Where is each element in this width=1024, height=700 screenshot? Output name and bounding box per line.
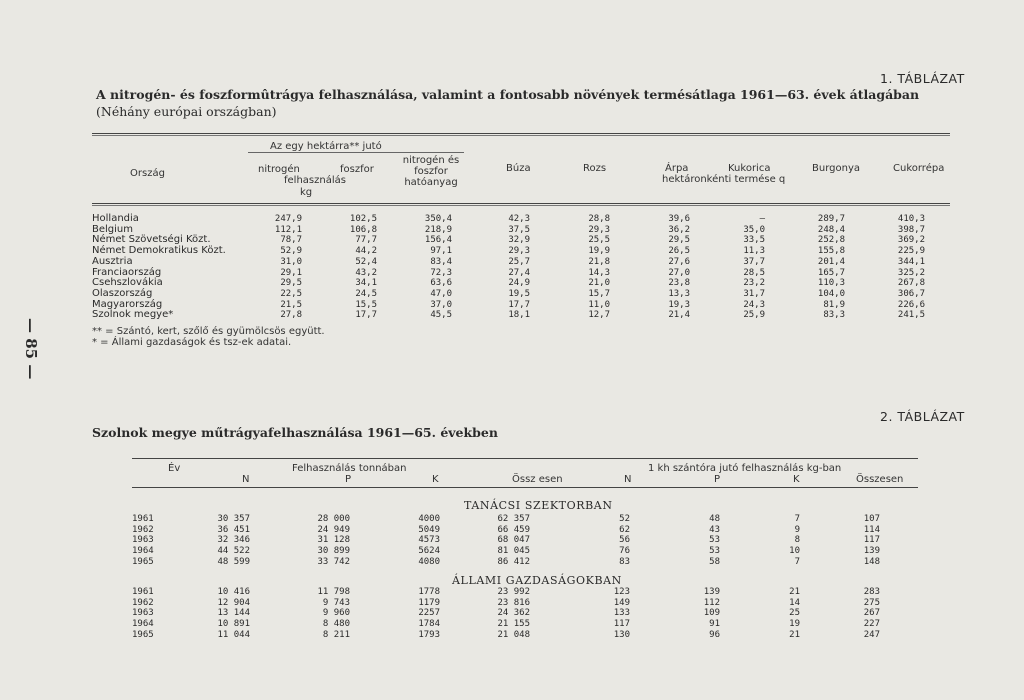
value-cell: 23,2 <box>743 278 765 289</box>
value-cell: 11 798 <box>317 587 350 597</box>
value-cell: 369,2 <box>897 235 925 246</box>
value-cell: 43 <box>709 524 720 535</box>
value-cell: 52,4 <box>355 256 377 267</box>
value-cell: 398,7 <box>897 224 925 235</box>
year-cell: 1963 <box>132 608 154 619</box>
value-cell: 83 <box>619 556 630 567</box>
header-nitrogen: nitrogén <box>258 164 300 175</box>
value-cell: 22,5 <box>280 288 302 299</box>
value-cell: 44 522 <box>217 546 250 557</box>
value-cell: 9 743 <box>322 597 350 608</box>
value-cell: 78,7 <box>280 235 302 246</box>
value-cell: 267,8 <box>897 278 925 289</box>
value-cell: — <box>759 214 765 224</box>
value-cell: 62 357 <box>497 514 530 524</box>
value-cell: 62 <box>619 524 630 535</box>
table1-top-rule-2 <box>92 135 950 136</box>
country-cell: Magyarország <box>92 298 163 310</box>
table-row <box>92 246 935 257</box>
value-cell: 83,3 <box>823 310 845 321</box>
value-cell: 11,3 <box>743 246 765 257</box>
value-cell: 306,7 <box>897 288 925 299</box>
value-cell: 201,4 <box>817 256 845 267</box>
value-cell: 58 <box>709 556 720 567</box>
year-cell: 1964 <box>132 619 154 630</box>
value-cell: 12,7 <box>588 310 610 321</box>
value-cell: 48 <box>709 514 720 524</box>
table2-label: 2. TÁBLÁZAT <box>880 409 965 424</box>
value-cell: 37,0 <box>430 299 452 310</box>
value-cell: 96 <box>709 629 720 640</box>
header-usage: felhasználás <box>284 175 346 186</box>
t2-header-p: P <box>345 474 352 485</box>
value-cell: 247 <box>863 629 880 640</box>
footnote-1: ** = Szántó, kert, szőlő és gyümölcsös együtt. <box>92 326 325 337</box>
value-cell: 18,1 <box>508 310 530 321</box>
year-cell: 1963 <box>132 535 154 546</box>
value-cell: 15,7 <box>588 288 610 299</box>
value-cell: 29,5 <box>280 278 302 289</box>
header-barley: Árpa <box>665 163 689 174</box>
value-cell: 36 451 <box>217 524 250 535</box>
table-row <box>132 546 902 557</box>
header-rye: Rozs <box>583 163 607 174</box>
value-cell: 21 048 <box>497 629 530 640</box>
value-cell: 81,9 <box>823 299 845 310</box>
t2-header-k2: K <box>793 474 800 485</box>
table2-section2-body <box>132 587 902 641</box>
table2-top-rule <box>132 458 918 459</box>
value-cell: 102,5 <box>349 214 377 224</box>
value-cell: 19,3 <box>668 299 690 310</box>
value-cell: 106,8 <box>349 224 377 235</box>
value-cell: 35,0 <box>743 224 765 235</box>
value-cell: 26,5 <box>668 246 690 257</box>
table-row <box>92 268 935 279</box>
table1-label: 1. TÁBLÁZAT <box>880 71 965 86</box>
value-cell: 66 459 <box>497 524 530 535</box>
country-cell: Hollandia <box>92 213 139 224</box>
value-cell: 14 <box>789 597 800 608</box>
country-cell: Olaszország <box>92 287 153 299</box>
value-cell: 10 <box>789 546 800 557</box>
value-cell: 156,4 <box>424 235 452 246</box>
value-cell: 29,1 <box>280 267 302 278</box>
table-row <box>92 257 935 268</box>
value-cell: 48 599 <box>217 556 250 567</box>
value-cell: 252,8 <box>817 235 845 246</box>
header-potato: Burgonya <box>812 163 860 174</box>
value-cell: 27,6 <box>668 256 690 267</box>
t2-header-total2: Összesen <box>856 474 904 485</box>
value-cell: 21,5 <box>280 299 302 310</box>
table2-header-rule <box>132 487 918 488</box>
year-cell: 1962 <box>132 597 154 608</box>
value-cell: 29,3 <box>508 246 530 257</box>
table-row <box>132 535 902 546</box>
table1-body <box>92 214 935 321</box>
value-cell: 21 155 <box>497 619 530 630</box>
value-cell: 165,7 <box>817 267 845 278</box>
value-cell: 148 <box>863 556 880 567</box>
value-cell: 23,8 <box>668 278 690 289</box>
value-cell: 2257 <box>418 608 440 619</box>
value-cell: 27,8 <box>280 310 302 321</box>
value-cell: 110,3 <box>817 278 845 289</box>
table-row <box>92 289 935 300</box>
header-combined: nitrogén és foszfor hatóanyag <box>402 155 460 188</box>
value-cell: 53 <box>709 535 720 546</box>
value-cell: 7 <box>794 514 800 524</box>
value-cell: 149 <box>613 597 630 608</box>
value-cell: 4573 <box>418 535 440 546</box>
value-cell: 8 480 <box>322 619 350 630</box>
header-maize: Kukorica <box>728 163 771 174</box>
t2-header-total: Össz esen <box>512 474 563 485</box>
value-cell: 13 144 <box>217 608 250 619</box>
value-cell: 32 346 <box>217 535 250 546</box>
value-cell: 28 000 <box>317 514 350 524</box>
value-cell: 17,7 <box>355 310 377 321</box>
value-cell: 123 <box>613 587 630 597</box>
year-cell: 1962 <box>132 524 154 535</box>
value-cell: 30 357 <box>217 514 250 524</box>
value-cell: 410,3 <box>897 214 925 224</box>
table-row <box>92 300 935 311</box>
value-cell: 350,4 <box>424 214 452 224</box>
year-cell: 1961 <box>132 587 154 597</box>
t2-header-group2: 1 kh szántóra jutó felhasználás kg-ban <box>648 463 842 474</box>
table-row <box>132 557 902 568</box>
value-cell: 283 <box>863 587 880 597</box>
value-cell: 227 <box>863 619 880 630</box>
value-cell: 1179 <box>418 597 440 608</box>
value-cell: 241,5 <box>897 310 925 321</box>
value-cell: 15,5 <box>355 299 377 310</box>
country-cell: Csehszlovákia <box>92 277 163 289</box>
page-number: — 85 — <box>22 318 40 380</box>
value-cell: 9 <box>794 524 800 535</box>
value-cell: 218,9 <box>424 224 452 235</box>
value-cell: 17,7 <box>508 299 530 310</box>
value-cell: 112 <box>703 597 720 608</box>
value-cell: 11 044 <box>217 629 250 640</box>
value-cell: 10 416 <box>217 587 250 597</box>
value-cell: 19,9 <box>588 246 610 257</box>
value-cell: 325,2 <box>897 267 925 278</box>
value-cell: 226,6 <box>897 299 925 310</box>
value-cell: 1793 <box>418 629 440 640</box>
country-cell: Ausztria <box>92 255 133 267</box>
value-cell: 27,4 <box>508 267 530 278</box>
value-cell: 37,5 <box>508 224 530 235</box>
value-cell: 77,7 <box>355 235 377 246</box>
header-group-rule <box>248 152 464 153</box>
value-cell: 248,4 <box>817 224 845 235</box>
header-sugarbeet: Cukorrépa <box>893 163 945 174</box>
value-cell: 24 949 <box>317 524 350 535</box>
value-cell: 34,1 <box>355 278 377 289</box>
footnote-2: * = Állami gazdaságok és tsz-ek adatai. <box>92 337 292 348</box>
value-cell: 31,7 <box>743 288 765 299</box>
table-row <box>132 598 902 609</box>
value-cell: 5624 <box>418 546 440 557</box>
value-cell: 52,9 <box>280 246 302 257</box>
table-row <box>132 514 902 525</box>
value-cell: 21,8 <box>588 256 610 267</box>
value-cell: 25,7 <box>508 256 530 267</box>
value-cell: 247,9 <box>274 214 302 224</box>
country-cell: Német Szövetségi Közt. <box>92 234 211 246</box>
table1-header-rule <box>92 203 950 204</box>
value-cell: 7 <box>794 556 800 567</box>
year-cell: 1965 <box>132 556 154 567</box>
t2-header-year: Év <box>168 463 181 474</box>
value-cell: 25,5 <box>588 235 610 246</box>
value-cell: 11,0 <box>588 299 610 310</box>
value-cell: 8 211 <box>322 629 350 640</box>
value-cell: 25 <box>789 608 800 619</box>
header-group-per-hectare: Az egy hektárra** jutó <box>270 141 382 152</box>
table-row <box>132 608 902 619</box>
year-cell: 1964 <box>132 546 154 557</box>
table-row <box>92 225 935 236</box>
table-row <box>92 278 935 289</box>
value-cell: 19,5 <box>508 288 530 299</box>
value-cell: 29,3 <box>588 224 610 235</box>
value-cell: 52 <box>619 514 630 524</box>
value-cell: 33 742 <box>317 556 350 567</box>
value-cell: 28,8 <box>588 214 610 224</box>
year-cell: 1961 <box>132 514 154 524</box>
table-row <box>92 310 935 321</box>
value-cell: 37,7 <box>743 256 765 267</box>
value-cell: 83,4 <box>430 256 452 267</box>
value-cell: 24,5 <box>355 288 377 299</box>
value-cell: 4080 <box>418 556 440 567</box>
value-cell: 24 362 <box>497 608 530 619</box>
value-cell: 112,1 <box>274 224 302 235</box>
value-cell: 10 891 <box>217 619 250 630</box>
section-state-farms: ÁLLAMI GAZDASÁGOKBAN <box>452 574 622 587</box>
value-cell: 12 904 <box>217 597 250 608</box>
value-cell: 76 <box>619 546 630 557</box>
value-cell: 344,1 <box>897 256 925 267</box>
value-cell: 1784 <box>418 619 440 630</box>
value-cell: 81 045 <box>497 546 530 557</box>
value-cell: 139 <box>703 587 720 597</box>
value-cell: 23 992 <box>497 587 530 597</box>
value-cell: 107 <box>863 514 880 524</box>
value-cell: 5049 <box>418 524 440 535</box>
value-cell: 33,5 <box>743 235 765 246</box>
value-cell: 19 <box>789 619 800 630</box>
value-cell: 1778 <box>418 587 440 597</box>
value-cell: 68 047 <box>497 535 530 546</box>
value-cell: 39,6 <box>668 214 690 224</box>
value-cell: 117 <box>863 535 880 546</box>
header-unit: kg <box>300 187 313 198</box>
value-cell: 21 <box>789 629 800 640</box>
value-cell: 133 <box>613 608 630 619</box>
value-cell: 155,8 <box>817 246 845 257</box>
value-cell: 24,3 <box>743 299 765 310</box>
value-cell: 4000 <box>418 514 440 524</box>
value-cell: 225,9 <box>897 246 925 257</box>
value-cell: 9 960 <box>322 608 350 619</box>
t2-header-group1: Felhasználás tonnában <box>292 463 407 474</box>
value-cell: 130 <box>613 629 630 640</box>
value-cell: 27,0 <box>668 267 690 278</box>
table2-section1-body <box>132 514 902 568</box>
value-cell: 91 <box>709 619 720 630</box>
t2-header-k: K <box>432 474 439 485</box>
value-cell: 31 128 <box>317 535 350 546</box>
value-cell: 267 <box>863 608 880 619</box>
value-cell: 117 <box>613 619 630 630</box>
table-row <box>92 214 935 225</box>
t2-header-n: N <box>242 474 250 485</box>
value-cell: 32,9 <box>508 235 530 246</box>
country-cell: Franciaország <box>92 266 162 278</box>
value-cell: 47,0 <box>430 288 452 299</box>
value-cell: 28,5 <box>743 267 765 278</box>
value-cell: 29,5 <box>668 235 690 246</box>
value-cell: 104,0 <box>817 288 845 299</box>
value-cell: 24,9 <box>508 278 530 289</box>
value-cell: 109 <box>703 608 720 619</box>
value-cell: 13,3 <box>668 288 690 299</box>
t2-header-p2: P <box>714 474 721 485</box>
section-council-sector: TANÁCSI SZEKTORBAN <box>464 499 613 512</box>
header-yield-caption: hektáronkénti termése q <box>662 174 786 185</box>
year-cell: 1965 <box>132 629 154 640</box>
value-cell: 97,1 <box>430 246 452 257</box>
t2-header-n2: N <box>624 474 632 485</box>
value-cell: 72,3 <box>430 267 452 278</box>
value-cell: 23 816 <box>497 597 530 608</box>
country-cell: Német Demokratikus Közt. <box>92 245 226 257</box>
table-row <box>132 630 902 641</box>
value-cell: 42,3 <box>508 214 530 224</box>
value-cell: 8 <box>794 535 800 546</box>
table-row <box>132 587 902 598</box>
value-cell: 21 <box>789 587 800 597</box>
country-cell: Belgium <box>92 223 133 235</box>
value-cell: 30 899 <box>317 546 350 557</box>
header-phosphorus: foszfor <box>340 164 374 175</box>
value-cell: 86 412 <box>497 556 530 567</box>
value-cell: 21,0 <box>588 278 610 289</box>
table1-subtitle: (Néhány európai országban) <box>96 104 277 119</box>
value-cell: 289,7 <box>817 214 845 224</box>
header-wheat: Búza <box>506 163 531 174</box>
value-cell: 14,3 <box>588 267 610 278</box>
value-cell: 45,5 <box>430 310 452 321</box>
value-cell: 36,2 <box>668 224 690 235</box>
value-cell: 56 <box>619 535 630 546</box>
table1-title: A nitrogén- és foszformûtrágya felhasználása, valamint a fontosabb növények termésátlaga 1961—63. évek átlagában <box>96 87 920 102</box>
table-row <box>132 619 902 630</box>
table1-top-rule <box>92 133 950 134</box>
value-cell: 25,9 <box>743 310 765 321</box>
value-cell: 114 <box>863 524 880 535</box>
value-cell: 31,0 <box>280 256 302 267</box>
value-cell: 21,4 <box>668 310 690 321</box>
table-row <box>132 525 902 536</box>
value-cell: 43,2 <box>355 267 377 278</box>
value-cell: 139 <box>863 546 880 557</box>
table1-header-rule-2 <box>92 205 950 206</box>
value-cell: 275 <box>863 597 880 608</box>
country-cell: Szolnok megye* <box>92 309 174 321</box>
table2-title: Szolnok megye műtrágyafelhasználása 1961—65. években <box>92 425 498 440</box>
value-cell: 44,2 <box>355 246 377 257</box>
value-cell: 63,6 <box>430 278 452 289</box>
header-country: Ország <box>130 168 165 179</box>
value-cell: 53 <box>709 546 720 557</box>
